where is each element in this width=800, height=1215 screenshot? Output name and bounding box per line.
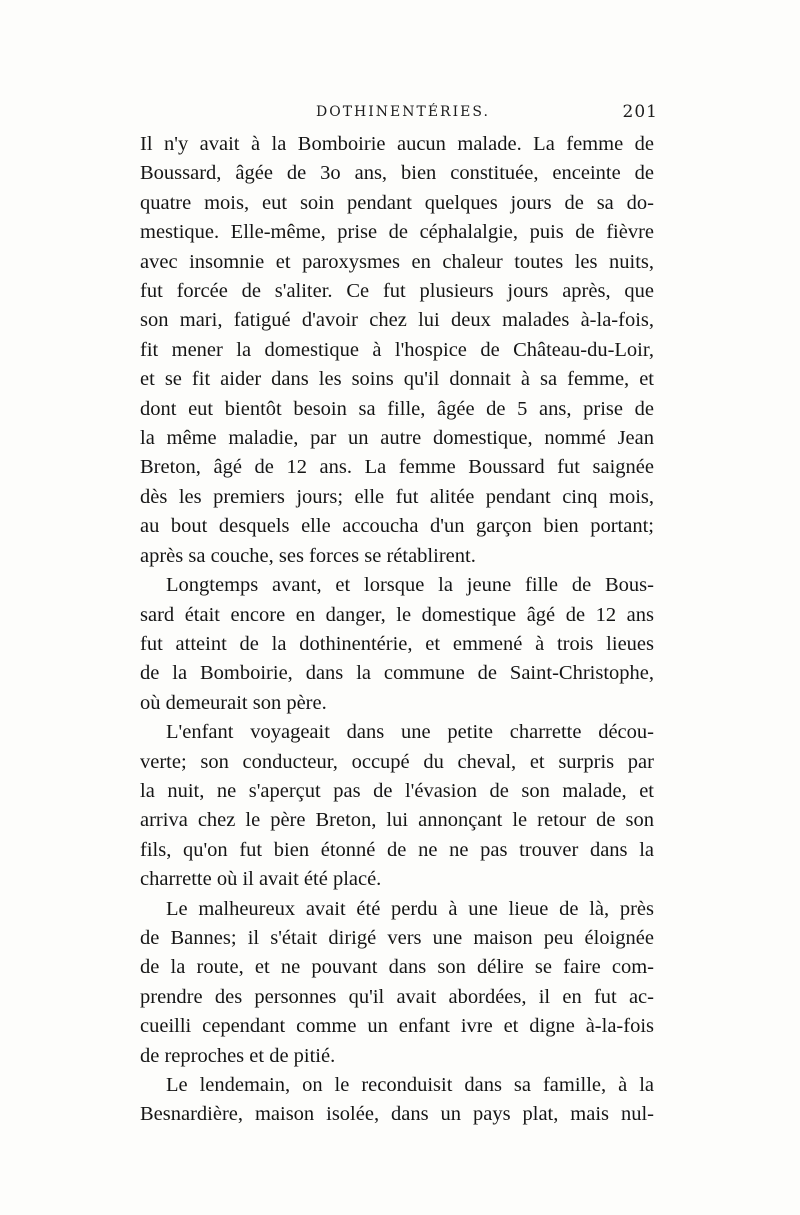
text-line: quatre mois, eut soin pendant quelques jours de sa do- [140, 191, 654, 214]
text-line: de Bannes; il s'était dirigé vers une maison peu éloignée [140, 926, 654, 949]
text-line: prendre des personnes qu'il avait abordées, il en fut ac- [140, 985, 654, 1008]
text-line: Le malheureux avait été perdu à une lieue de là, près [166, 897, 654, 920]
text-line: charrette où il avait été placé. [140, 868, 382, 891]
page-header [138, 104, 658, 130]
text-line: après sa couche, ses forces se rétablirent. [140, 544, 476, 567]
text-line: Longtemps avant, et lorsque la jeune fille de Bous- [166, 574, 654, 597]
text-line: Boussard, âgée de 3o ans, bien constituée, enceinte de [140, 162, 654, 185]
text-line: cueilli cependant comme un enfant ivre et digne à-la-fois [140, 1015, 654, 1038]
text-line: dès les premiers jours; elle fut alitée pendant cinq mois, [140, 485, 654, 508]
text-line: mestique. Elle-même, prise de céphalalgie, puis de fièvre [140, 221, 654, 244]
text-line: Besnardière, maison isolée, dans un pays plat, mais nul- [140, 1103, 654, 1126]
text-line: la nuit, ne s'aperçut pas de l'évasion de son malade, et [140, 779, 654, 802]
text-line: L'enfant voyageait dans une petite charrette décou- [166, 721, 654, 744]
text-line: arriva chez le père Breton, lui annonçant le retour de son [140, 809, 654, 832]
text-line: dont eut bientôt besoin sa fille, âgée de 5 ans, prise de [140, 397, 654, 420]
text-line: fut atteint de la dothinentérie, et emmené à trois lieues [140, 632, 654, 655]
text-line: fils, qu'on fut bien étonné de ne ne pas trouver dans la [140, 838, 654, 861]
text-line: fit mener la domestique à l'hospice de Château-du-Loir, [140, 338, 654, 361]
text-line: la même maladie, par un autre domestique, nommé Jean [140, 427, 654, 450]
text-line: fut forcée de s'aliter. Ce fut plusieurs jours après, que [140, 280, 654, 303]
paragraph [140, 571, 654, 718]
paragraph [140, 130, 654, 571]
text-line: de la route, et ne pouvant dans son délire se faire com- [140, 956, 654, 979]
text-line: Il n'y avait à la Bomboirie aucun malade. La femme de [140, 133, 654, 155]
paragraph [140, 895, 654, 1071]
paragraph [140, 718, 654, 894]
paragraph [140, 1071, 654, 1130]
running-title: DOTHINENTÉRIES. [316, 104, 490, 120]
text-line: verte; son conducteur, occupé du cheval, et surpris par [140, 750, 654, 773]
body-text [140, 130, 654, 1130]
text-line: sard était encore en danger, le domestique âgé de 12 ans [140, 603, 654, 626]
text-line: avec insomnie et paroxysmes en chaleur toutes les nuits, [140, 250, 654, 273]
text-line: de la Bomboirie, dans la commune de Saint-Christophe, [140, 662, 654, 685]
text-line: Breton, âgé de 12 ans. La femme Boussard fut saignée [140, 456, 654, 479]
text-line: Le lendemain, on le reconduisit dans sa famille, à la [166, 1074, 654, 1096]
text-line: où demeurait son père. [140, 691, 327, 714]
text-line: son mari, fatigué d'avoir chez lui deux malades à-la-fois, [140, 309, 654, 332]
text-line: de reproches et de pitié. [140, 1044, 336, 1067]
text-line: et se fit aider dans les soins qu'il donnait à sa femme, et [140, 368, 654, 391]
page-number: 201 [622, 102, 658, 122]
text-line: au bout desquels elle accoucha d'un garçon bien portant; [140, 515, 654, 538]
